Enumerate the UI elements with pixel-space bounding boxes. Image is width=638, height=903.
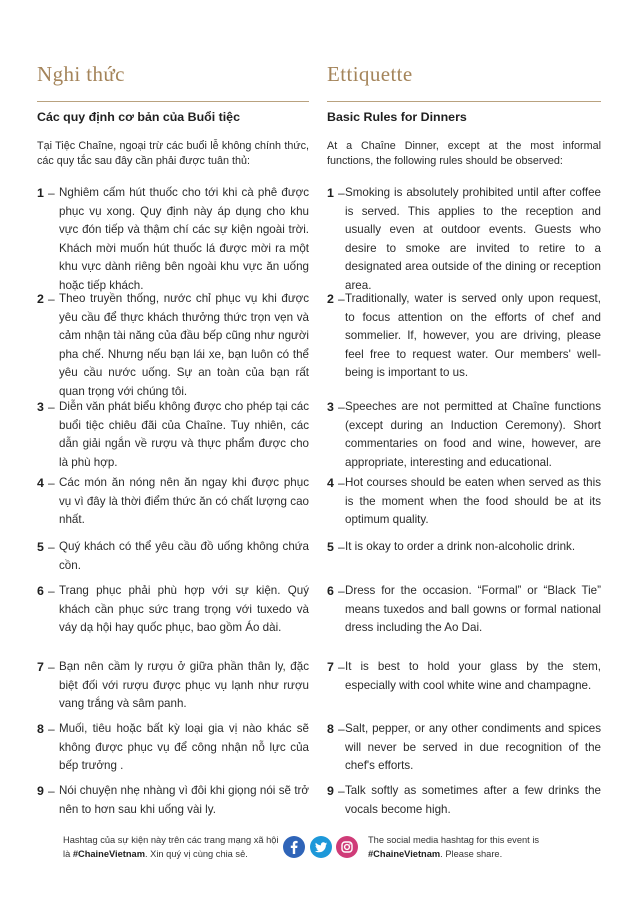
rule-number: 2 (327, 292, 334, 306)
rule-number: 3 (327, 400, 334, 414)
rule-dash: – (48, 660, 55, 674)
rule-text: Muối, tiêu hoặc bất kỳ loại gia vị nào khác sẽ không được phục vụ để công nhận nỗ lực của bếp trưởng . (59, 722, 309, 772)
en-intro: At a Chaîne Dinner, except at the most informal functions, the following rules should be observed: (327, 140, 601, 167)
rule-dash: – (338, 540, 345, 554)
en-title: Ettiquette (327, 62, 413, 86)
rule-text: Quý khách có thể yêu cầu đồ uống không chứa cồn. (59, 540, 309, 572)
rule-dash: – (48, 584, 55, 598)
rule-number: 5 (327, 540, 334, 554)
rule-dash: – (48, 400, 55, 414)
rule-dash: – (338, 400, 345, 414)
rule-text: Traditionally, water is served only upon request, to focus attention on the efforts of chef and sommelier. If, however, you are driving, please feel free to request water. Our members' well-being is important to us. (345, 292, 601, 379)
vi-title: Nghi thức (37, 62, 125, 86)
rule-number: 6 (327, 584, 334, 598)
rule-number: 4 (327, 476, 334, 490)
rule-text: Các món ăn nóng nên ăn ngay khi được phục vụ vì đây là thời điểm thức ăn có chất lượng cao nhất. (59, 476, 309, 526)
rule-number: 6 (37, 584, 44, 598)
rule-text: It is okay to order a drink non-alcoholic drink. (345, 540, 576, 553)
en-hashtag: #ChaineVietnam (368, 849, 441, 859)
rule-dash: – (48, 540, 55, 554)
rule-dash: – (338, 722, 345, 736)
facebook-icon[interactable] (283, 836, 305, 858)
rule-text: Hot courses should be eaten when served as this is the moment when the food should be at its optimum quality. (345, 476, 601, 526)
vi-hashtag-text-end: . Xin quý vị cùng chia sẻ. (145, 849, 248, 859)
rule-text: Speeches are not permitted at Chaîne functions (except during an Induction Ceremony). Short commentaries on food and wine, however, are appropriate, interesting and educational. (345, 400, 601, 469)
en-divider (327, 101, 601, 102)
rule-dash: – (338, 292, 345, 306)
rule-dash: – (338, 660, 345, 674)
rule-number: 4 (37, 476, 44, 490)
rule-text: Diễn văn phát biểu không được cho phép tại các buổi tiệc chiêu đãi của Chaîne. Tuy nhiên, các dẫn giải ngắn về rượu và thực phẩm được cho là phù hợp. (59, 400, 309, 469)
vi-divider (37, 101, 309, 102)
rule-dash: – (338, 584, 345, 598)
en-hashtag-text: The social media hashtag for this event is (368, 835, 540, 845)
rule-number: 8 (37, 722, 44, 736)
vi-hashtag-text: Hashtag của sự kiện này trên các trang mạng xã hội là (63, 835, 279, 859)
en-hashtag-text-end: . Please share. (440, 849, 503, 859)
rule-text: Bạn nên cầm ly rượu ở giữa phần thân ly, đặc biệt đối với rượu được phục vụ lạnh như rượu vang trắng và sâm panh. (59, 660, 309, 710)
rule-dash: – (48, 186, 55, 200)
en-hashtag-note (368, 833, 588, 861)
rule-dash: – (338, 186, 345, 200)
rule-dash: – (48, 292, 55, 306)
rule-number: 8 (327, 722, 334, 736)
twitter-icon[interactable] (310, 836, 332, 858)
rule-dash: – (338, 476, 345, 490)
rule-number: 5 (37, 540, 44, 554)
vi-intro: Tại Tiệc Chaîne, ngoại trừ các buổi lễ không chính thức, các quy tắc sau đây cần phải được tuân thủ: (37, 140, 309, 167)
en-subtitle: Basic Rules for Dinners (327, 110, 467, 124)
rule-number: 9 (37, 784, 44, 798)
rule-dash: – (48, 784, 55, 798)
rule-number: 7 (327, 660, 334, 674)
instagram-icon[interactable] (336, 836, 358, 858)
rule-number: 2 (37, 292, 44, 306)
rule-text: Smoking is absolutely prohibited until after coffee is served. This applies to the reception and usually even at outdoor events. Guests who desire to smoke are invited to retire to a designated area outside of the dining or reception area. (345, 186, 601, 292)
rule-text: Nghiêm cấm hút thuốc cho tới khi cà phê được phục vụ xong. Quy định này áp dụng cho khu vực đón tiếp và thậm chí các sự kiện ngoài trời. Khách mời muốn hút thuốc lá được mời ra một khu vực dành riêng bên ngoài khu vực ăn uống hoặc tiếp khách. (59, 186, 309, 292)
rule-dash: – (48, 722, 55, 736)
rule-text: Dress for the occasion. “Formal” or “Black Tie” means tuxedos and ball gowns or formal national dress including the Ao Dai. (345, 584, 601, 634)
rule-dash: – (48, 476, 55, 490)
rule-number: 7 (37, 660, 44, 674)
vi-hashtag: #ChaineVietnam (72, 849, 145, 859)
rule-text: Nói chuyện nhẹ nhàng vì đôi khi giọng nói sẽ trở nên to hơn sau khi uống vài ly. (59, 784, 309, 816)
rule-number: 3 (37, 400, 44, 414)
rule-text: It is best to hold your glass by the stem, especially with cool white wine and champagne. (345, 660, 601, 692)
rule-text: Salt, pepper, or any other condiments and spices will never be served in due recognition of the chef's efforts. (345, 722, 601, 772)
vi-hashtag-note (63, 833, 283, 861)
rule-text: Trang phục phải phù hợp với sự kiện. Quý khách cần phục sức trang trọng với tuxedo và váy dạ hội hay quốc phục, bao gồm Áo dài. (59, 584, 309, 634)
rule-number: 1 (37, 186, 44, 200)
vi-subtitle: Các quy định cơ bản của Buổi tiệc (37, 110, 240, 124)
rule-number: 9 (327, 784, 334, 798)
rule-text: Theo truyền thống, nước chỉ phục vụ khi được yêu cầu để thực khách thưởng thức trọn vẹn và cảm nhận tài năng của đầu bếp cũng như người pha chế. Nhưng nếu bạn lái xe, bạn luôn có thể yêu cầu nước uống. Sự an toàn của bạn rất quan trọng với chúng tôi. (59, 292, 309, 398)
rule-number: 1 (327, 186, 334, 200)
rule-text: Talk softly as sometimes after a few drinks the vocals become high. (345, 784, 601, 816)
rule-dash: – (338, 784, 345, 798)
